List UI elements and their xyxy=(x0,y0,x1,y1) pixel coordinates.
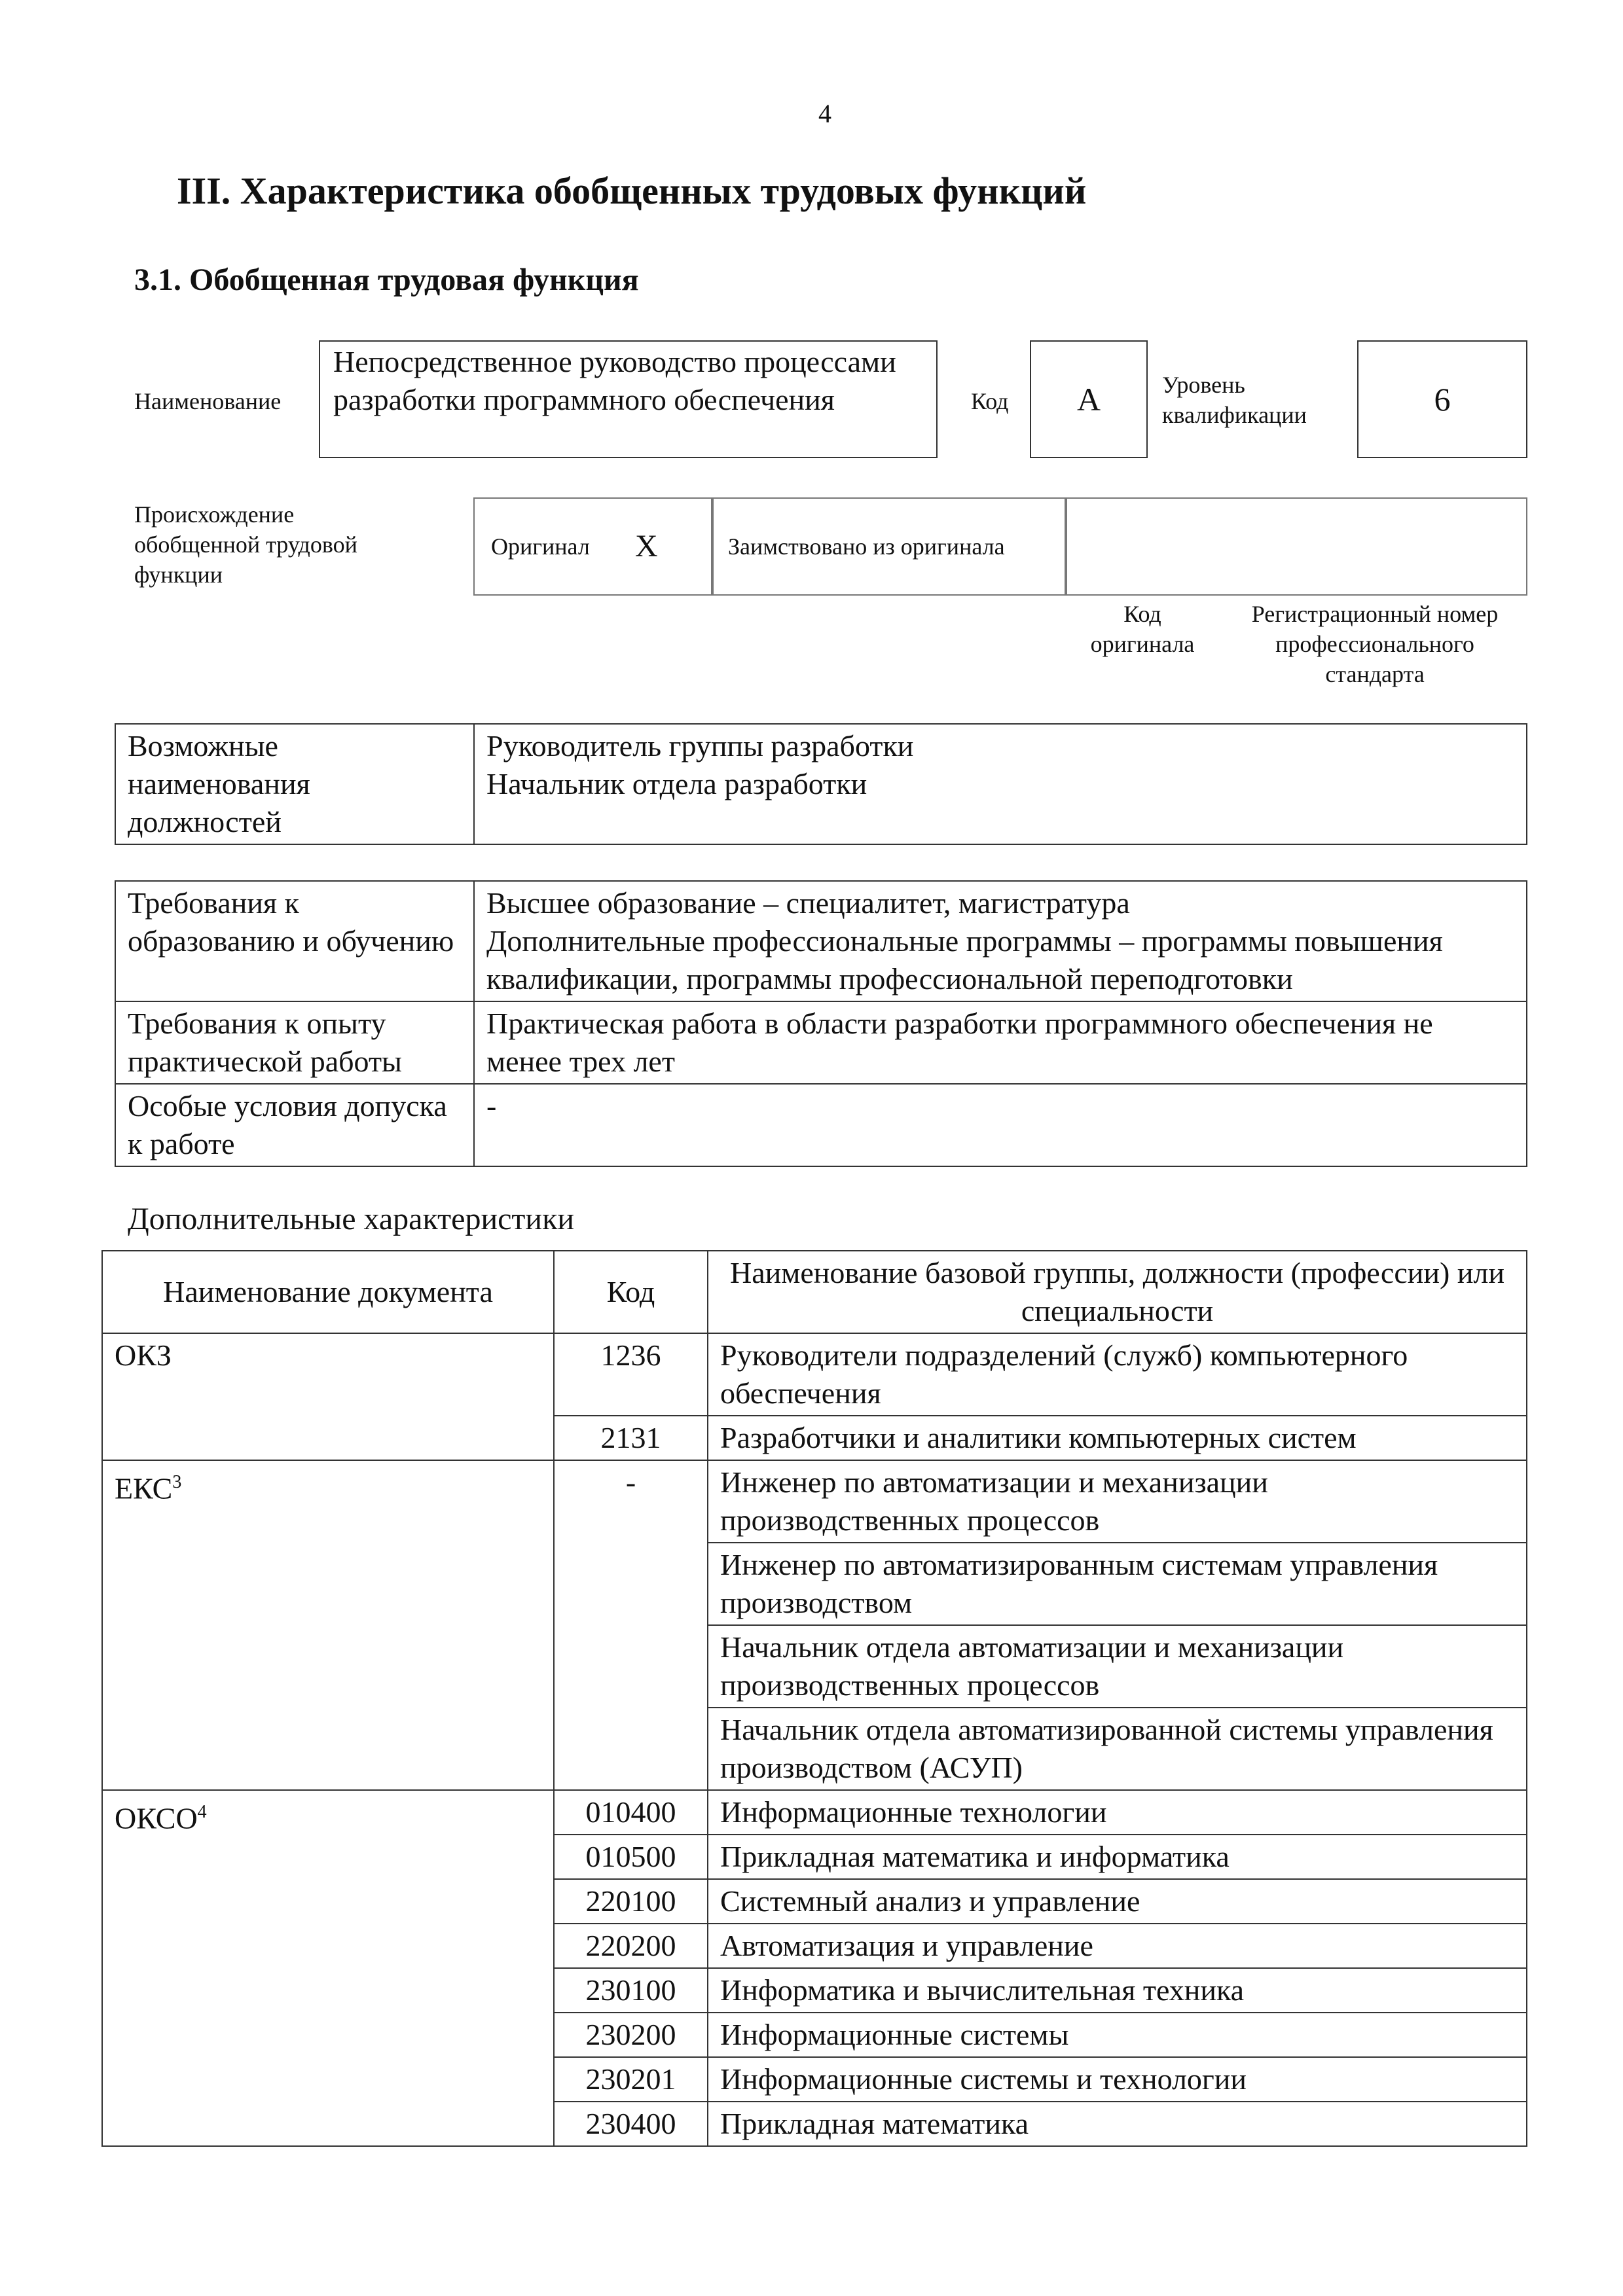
level-box xyxy=(1357,340,1527,458)
positions-value: Руководитель группы разработки Начальник отдела разработки xyxy=(474,724,1527,844)
table-row xyxy=(115,1084,1527,1166)
doc-cell xyxy=(102,1460,554,1790)
section-title: III. Характеристика обобщенных трудовых функций xyxy=(177,170,1087,212)
original-mark: X xyxy=(635,529,658,564)
name-cell: Информатика и вычислительная техника xyxy=(708,1968,1527,2013)
name-cell: Инженер по автоматизации и механизации производственных процессов xyxy=(708,1460,1527,1543)
function-name-value: Непосредственное руководство процессами разработки программного обеспечения xyxy=(333,345,896,416)
positions-table xyxy=(115,723,1527,845)
doc-name: ЕКС xyxy=(115,1471,173,1505)
code-label: Код xyxy=(971,388,1009,414)
code-cell: 230400 xyxy=(554,2102,708,2146)
table-row xyxy=(102,1333,1527,1416)
doc-cell xyxy=(102,1790,554,2146)
table-row xyxy=(102,1790,1527,1835)
code-cell: 220100 xyxy=(554,1879,708,1924)
code-value: A xyxy=(1076,381,1101,418)
additional-table xyxy=(101,1250,1527,2147)
name-cell: Информационные системы и технологии xyxy=(708,2057,1527,2102)
requirements-table xyxy=(115,880,1527,1167)
requirement-label: Требования к опыту практической работы xyxy=(115,1001,474,1084)
doc-name: ОКСО xyxy=(115,1801,198,1835)
requirement-value: Практическая работа в области разработки программного обеспечения не менее трех лет xyxy=(474,1001,1527,1084)
code-cell: 2131 xyxy=(554,1416,708,1460)
code-cell: 220200 xyxy=(554,1924,708,1968)
name-cell: Прикладная математика xyxy=(708,2102,1527,2146)
reg-number-box xyxy=(1066,497,1527,596)
original-label: Оригинал xyxy=(491,533,590,560)
level-label: Уровень квалификации xyxy=(1162,372,1307,428)
code-box xyxy=(1030,340,1148,458)
code-cell: - xyxy=(554,1460,708,1790)
code-cell: 230200 xyxy=(554,2013,708,2057)
name-cell: Инженер по автоматизированным системам управления производством xyxy=(708,1543,1527,1625)
reg-number-caption: Регистрационный номер профессионального стандарта xyxy=(1251,601,1499,687)
name-cell: Системный анализ и управление xyxy=(708,1879,1527,1924)
function-name-box xyxy=(319,340,938,458)
name-cell: Разработчики и аналитики компьютерных систем xyxy=(708,1416,1527,1460)
name-label: Наименование xyxy=(134,388,282,414)
table-row xyxy=(115,881,1527,1001)
table-row xyxy=(115,724,1527,844)
code-cell: 010400 xyxy=(554,1790,708,1835)
original-box xyxy=(473,497,712,596)
footnote-ref: 3 xyxy=(172,1472,182,1492)
requirement-label: Особые условия допуска к работе xyxy=(115,1084,474,1166)
borrowed-label: Заимствовано из оригинала xyxy=(728,533,1005,560)
doc-cell xyxy=(102,1333,554,1460)
doc-name: ОКЗ xyxy=(115,1338,172,1372)
header-name: Наименование базовой группы, должности (профессии) или специальности xyxy=(708,1251,1527,1333)
subsection-title: 3.1. Обобщенная трудовая функция xyxy=(134,262,639,297)
name-cell: Информационные системы xyxy=(708,2013,1527,2057)
code-cell: 230201 xyxy=(554,2057,708,2102)
header-document: Наименование документа xyxy=(102,1251,554,1333)
header-code: Код xyxy=(554,1251,708,1333)
code-cell: 1236 xyxy=(554,1333,708,1416)
code-cell: 010500 xyxy=(554,1835,708,1879)
name-cell: Прикладная математика и информатика xyxy=(708,1835,1527,1879)
name-cell: Информационные технологии xyxy=(708,1790,1527,1835)
name-cell: Руководители подразделений (служб) компьютерного обеспечения xyxy=(708,1333,1527,1416)
page-number: 4 xyxy=(818,99,831,128)
footnote-ref: 4 xyxy=(197,1802,207,1822)
origin-label: Происхождение обобщенной трудовой функции xyxy=(134,501,357,588)
table-header-row xyxy=(102,1251,1527,1333)
code-cell: 230100 xyxy=(554,1968,708,2013)
name-cell: Начальник отдела автоматизированной системы управления производством (АСУП) xyxy=(708,1708,1527,1790)
additional-title: Дополнительные характеристики xyxy=(128,1202,575,1236)
name-cell: Начальник отдела автоматизации и механизации производственных процессов xyxy=(708,1625,1527,1708)
name-cell: Автоматизация и управление xyxy=(708,1924,1527,1968)
level-value: 6 xyxy=(1434,381,1451,418)
code-original-caption: Код оригинала xyxy=(1090,601,1195,657)
requirement-label: Требования к образованию и обучению xyxy=(115,881,474,1001)
positions-label: Возможные наименования должностей xyxy=(115,724,474,844)
borrowed-box xyxy=(712,497,1066,596)
requirement-value: Высшее образование – специалитет, магистратура Дополнительные профессиональные программы – программы повышения квалификации, программы профессиональной переподготовки xyxy=(474,881,1527,1001)
table-row xyxy=(102,1460,1527,1543)
table-row xyxy=(115,1001,1527,1084)
requirement-value: - xyxy=(474,1084,1527,1166)
